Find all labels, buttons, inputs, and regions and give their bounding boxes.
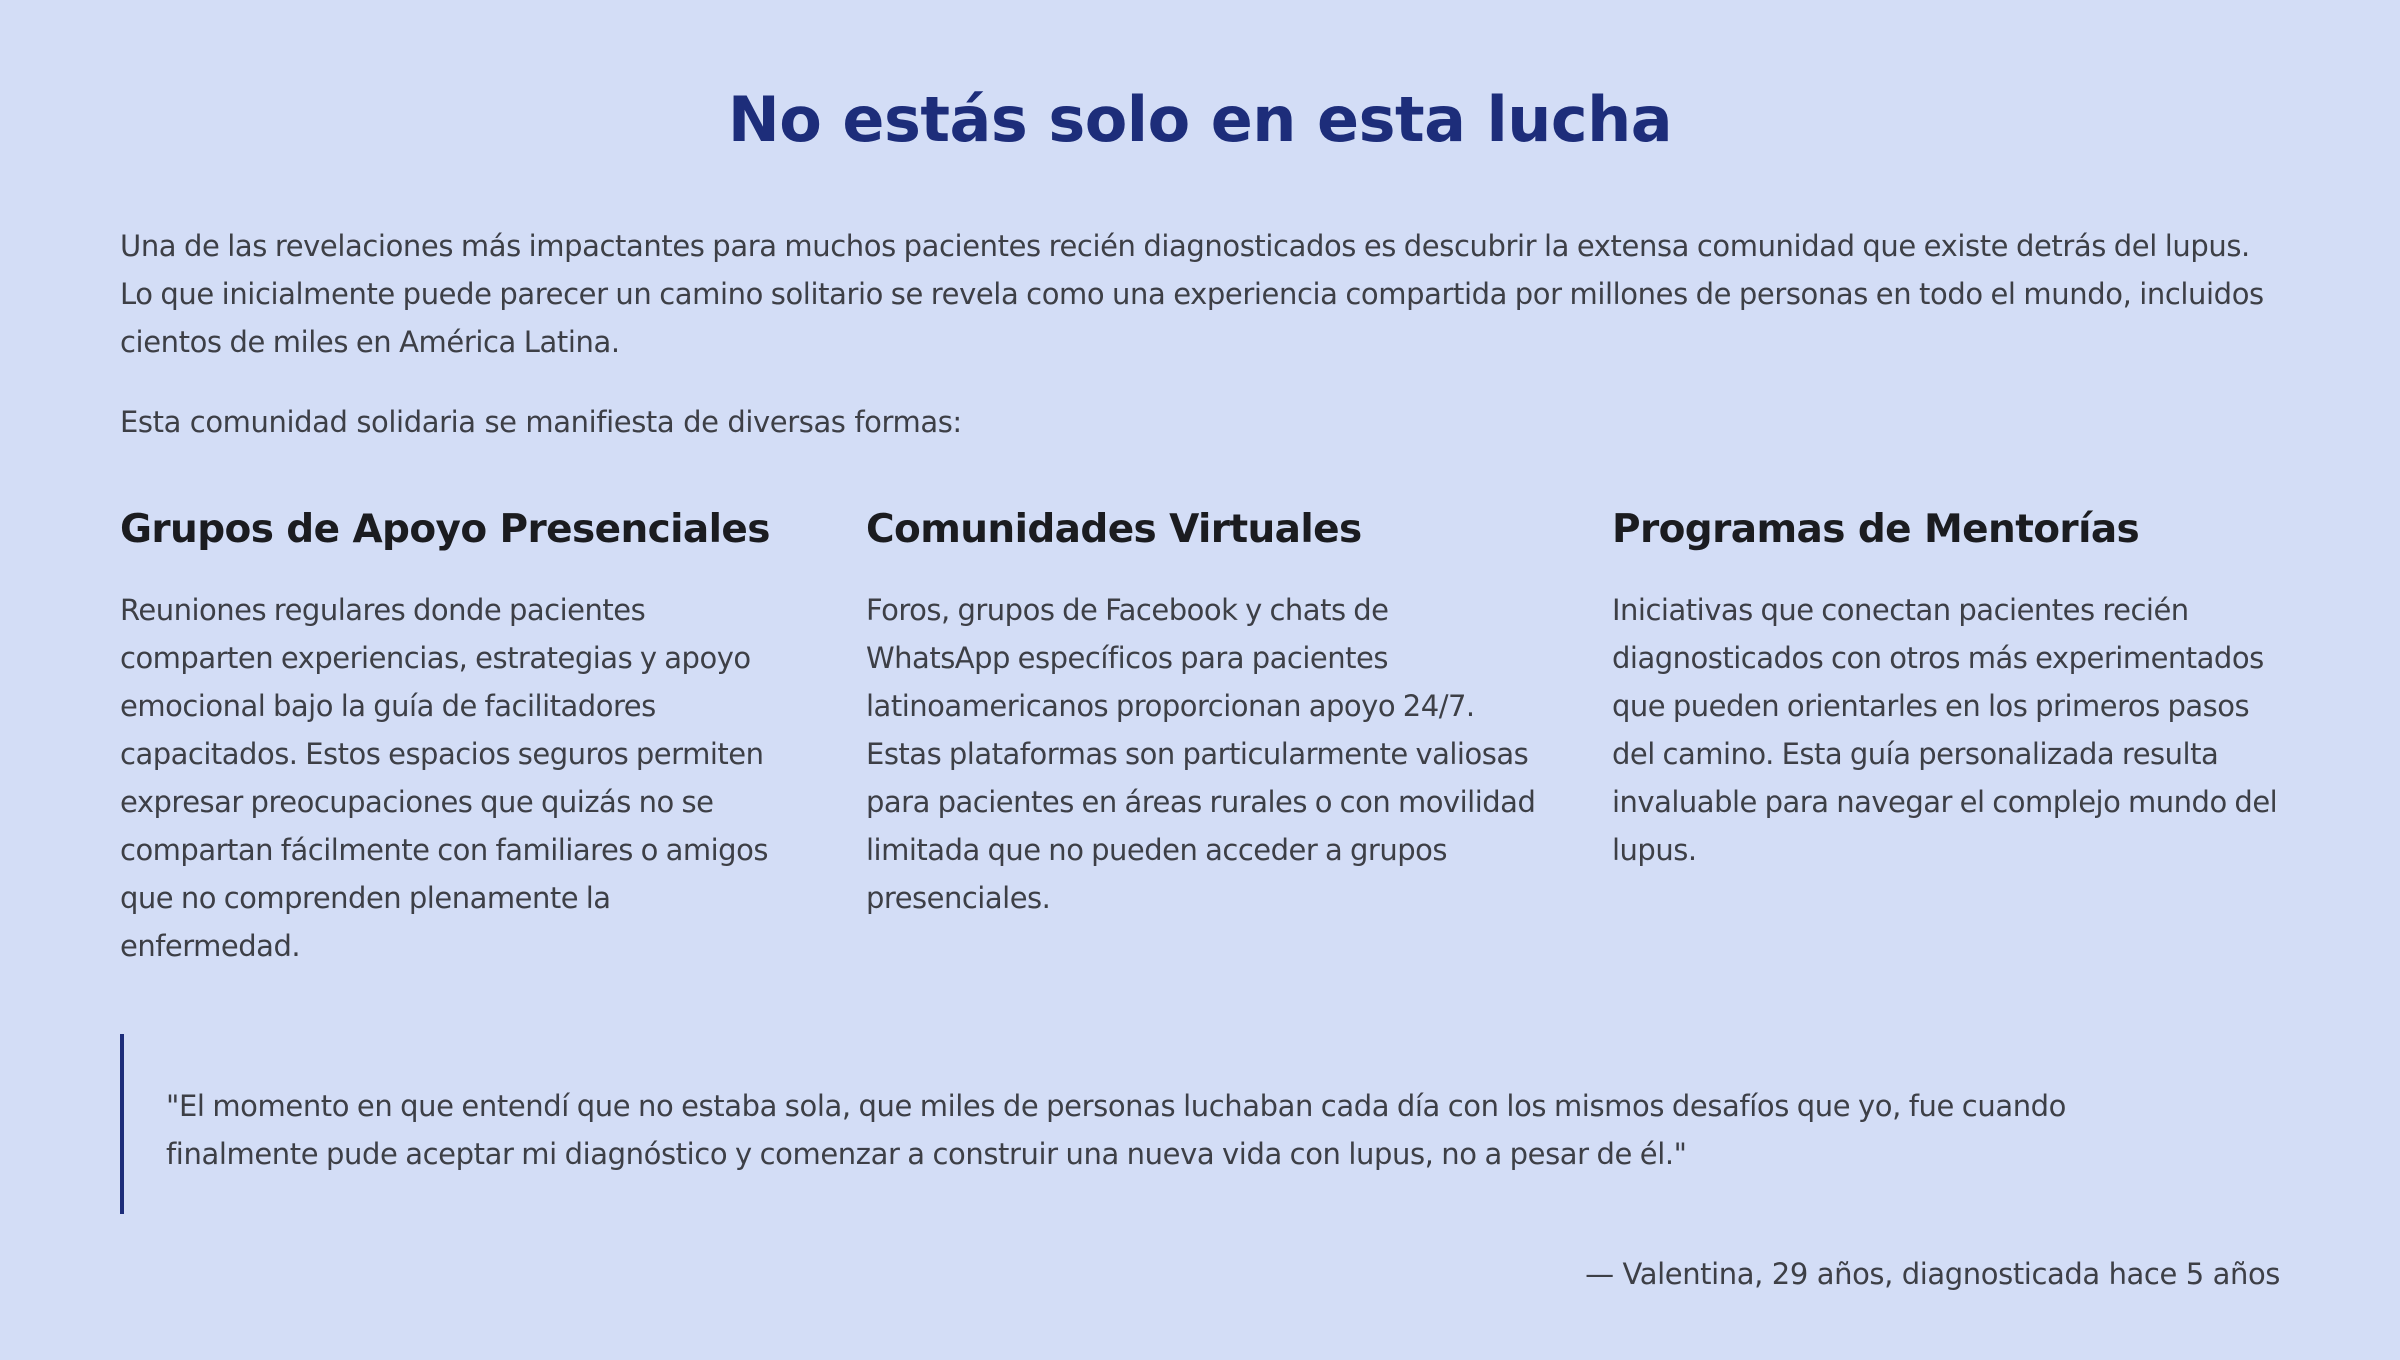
column-body: Iniciativas que conectan pacientes recién diagnosticados con otros más experimentados que pueden orientarles en los primeros pasos del camino. Esta guía personalizada resulta invaluable para navegar el complejo mundo del lupus. <box>1612 593 2278 867</box>
column-heading: Grupos de Apoyo Presenciales <box>120 507 770 552</box>
quote-attribution: — Valentina, 29 años, diagnosticada hace 5 años <box>1585 1257 2280 1291</box>
column-virtual-communities <box>866 506 1536 970</box>
column-mentorship-programs <box>1612 506 2282 970</box>
column-body: Reuniones regulares donde pacientes comparten experiencias, estrategias y apoyo emocional bajo la guía de facilitadores capacitados. Estos espacios seguros permiten expresar preocupaciones que quizás no se compartan fácilmente con familiares o amigos que no comprenden plenamente la enfermedad. <box>120 593 768 963</box>
intro-paragraph: Una de las revelaciones más impactantes para muchos pacientes recién diagnosticados es descubrir la extensa comunidad que existe detrás del lupus. Lo que inicialmente puede parecer un camino solitario se revela como una experiencia compartida por millones de personas en todo el mundo, incluidos cientos de miles en América Latina. <box>120 229 2264 359</box>
support-columns <box>120 506 2280 970</box>
column-heading: Programas de Mentorías <box>1612 507 2140 552</box>
column-in-person-groups <box>120 506 790 970</box>
testimonial-quote: "El momento en que entendí que no estaba sola, que miles de personas luchaban cada día con los mismos desafíos que yo, fue cuando finalmente pude aceptar mi diagnóstico y comenzar a construir una nueva vida con lupus, no a pesar de él." <box>120 1034 2280 1214</box>
lead-paragraph: Esta comunidad solidaria se manifiesta de diversas formas: <box>120 405 962 439</box>
column-body: Foros, grupos de Facebook y chats de WhatsApp específicos para pacientes latinoamericanos proporcionan apoyo 24/7. Estas plataformas son particularmente valiosas para pacientes en áreas rurales o con movilidad limitada que no pueden acceder a grupos presenciales. <box>866 593 1536 915</box>
page-title: No estás solo en esta lucha <box>727 83 1673 156</box>
column-heading: Comunidades Virtuales <box>866 507 1362 552</box>
